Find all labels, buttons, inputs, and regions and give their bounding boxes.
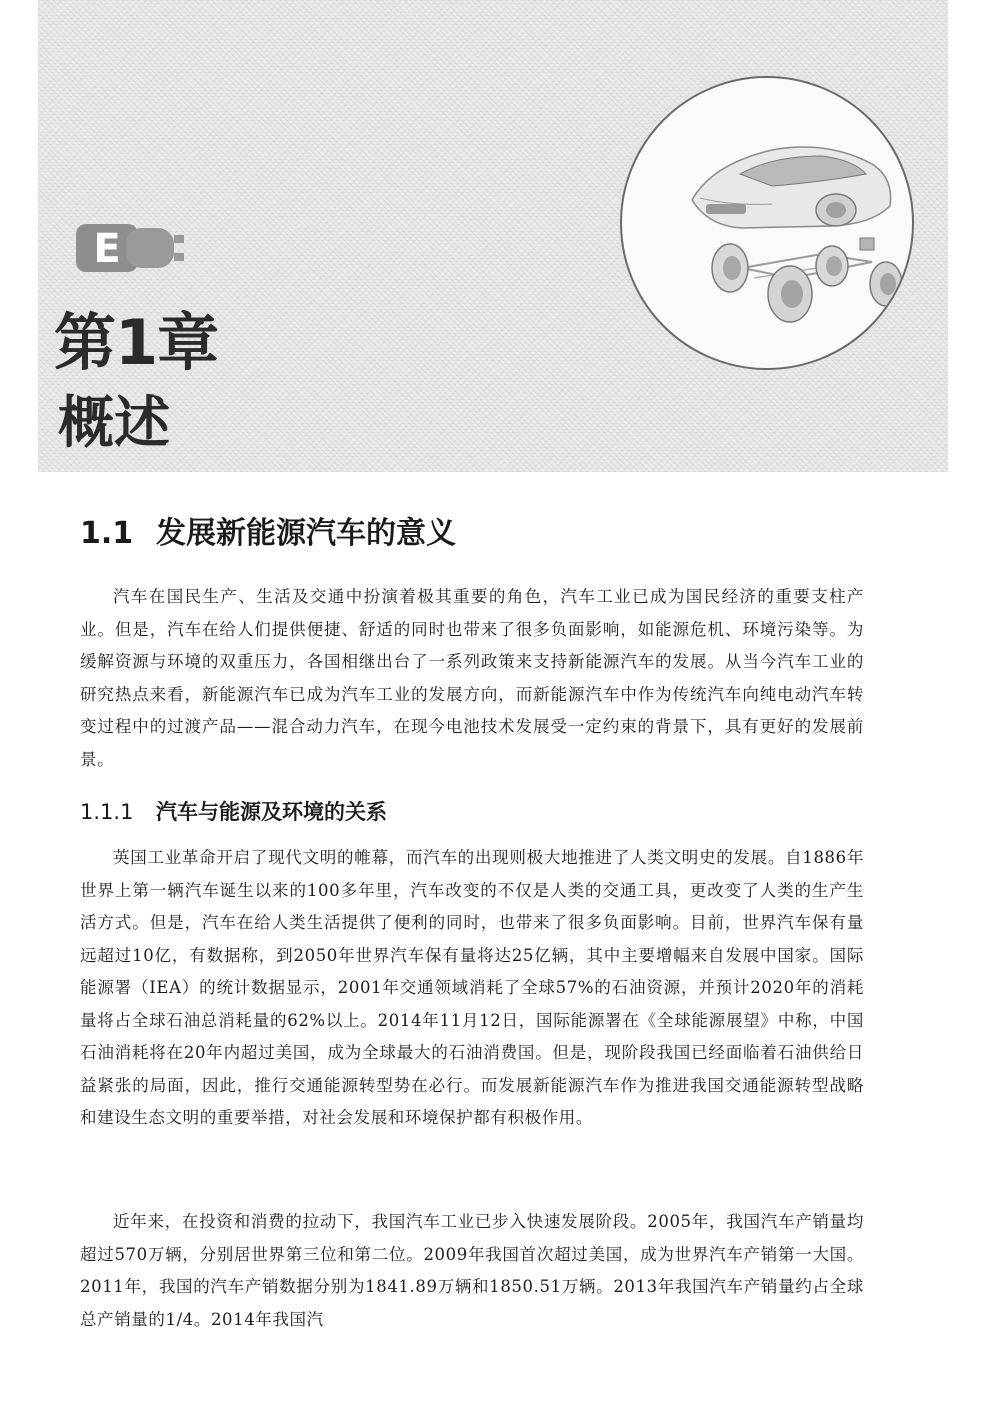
svg-text:E: E xyxy=(93,226,121,272)
ev-logo-icon xyxy=(74,222,194,274)
section-paragraph: 汽车在国民生产、生活及交通中扮演着极其重要的角色，汽车工业已成为国民经济的重要支柱产业。但是，汽车在给人们提供便捷、舒适的同时也带来了很多负面影响，如能源危机、环境污染等。为缓解资源与环境的双重压力，各国相继出台了一系列政策来支持新能源汽车的发展。从当今汽车工业的研究热点来看，新能源汽车已成为汽车工业的发展方向，而新能源汽车中作为传统汽车向纯电动汽车转变过程中的过渡产品——混合动力汽车，在现今电池技术发展受一定约束的背景下，具有更好的发展前景。 xyxy=(80,587,864,769)
section-number: 1.1 xyxy=(80,516,134,551)
subsection-number: 1.1.1 xyxy=(80,800,134,824)
section-heading xyxy=(80,508,456,552)
car-chassis-icon xyxy=(622,78,912,368)
body-paragraph: 英国工业革命开启了现代文明的帷幕，而汽车的出现则极大地推进了人类文明史的发展。自1886年世界上第一辆汽车诞生以来的100多年里，汽车改变的不仅是人类的交通工具，更改变了人类的生产生活方式。但是，汽车在给人类生活提供了便利的同时，也带来了很多负面影响。目前，世界汽车保有量远超过10亿，有数据称，到2050年世界汽车保有量将达25亿辆，其中主要增幅来自发展中国家。国际能源署（IEA）的统计数据显示，2001年交通领域消耗了全球57%的石油资源，并预计2020年的消耗量将占全球石油总消耗量的62%以上。2014年11月12日，国际能源署在《全球能源展望》中称，中国石油消耗将在20年内超过美国，成为全球最大的石油消费国。但是，现阶段我国已经面临着石油供给日益紧张的局面，因此，推行交通能源转型势在必行。而发展新能源汽车作为推进我国交通能源转型战略和建设生态文明的重要举措，对社会发展和环境保护都有积极作用。 xyxy=(80,848,864,1127)
section-title: 发展新能源汽车的意义 xyxy=(156,516,456,551)
chapter-title: 概述 xyxy=(58,391,170,456)
subsection-title: 汽车与能源及环境的关系 xyxy=(156,800,387,824)
chapter-number: 第1章 xyxy=(54,306,219,379)
body-paragraph: 近年来，在投资和消费的拉动下，我国汽车工业已步入快速发展阶段。2005年，我国汽车产销量均超过570万辆，分别居世界第三位和第二位。2009年我国首次超过美国，成为世界汽车产销第一大国。2011年，我国的汽车产销数据分别为1841.89万辆和1850.51万辆。2013年我国汽车产销量约占全球总产销量的1/4。2014年我国汽 xyxy=(80,1212,864,1329)
subsection-heading xyxy=(80,796,387,826)
car-illustration xyxy=(620,76,914,370)
